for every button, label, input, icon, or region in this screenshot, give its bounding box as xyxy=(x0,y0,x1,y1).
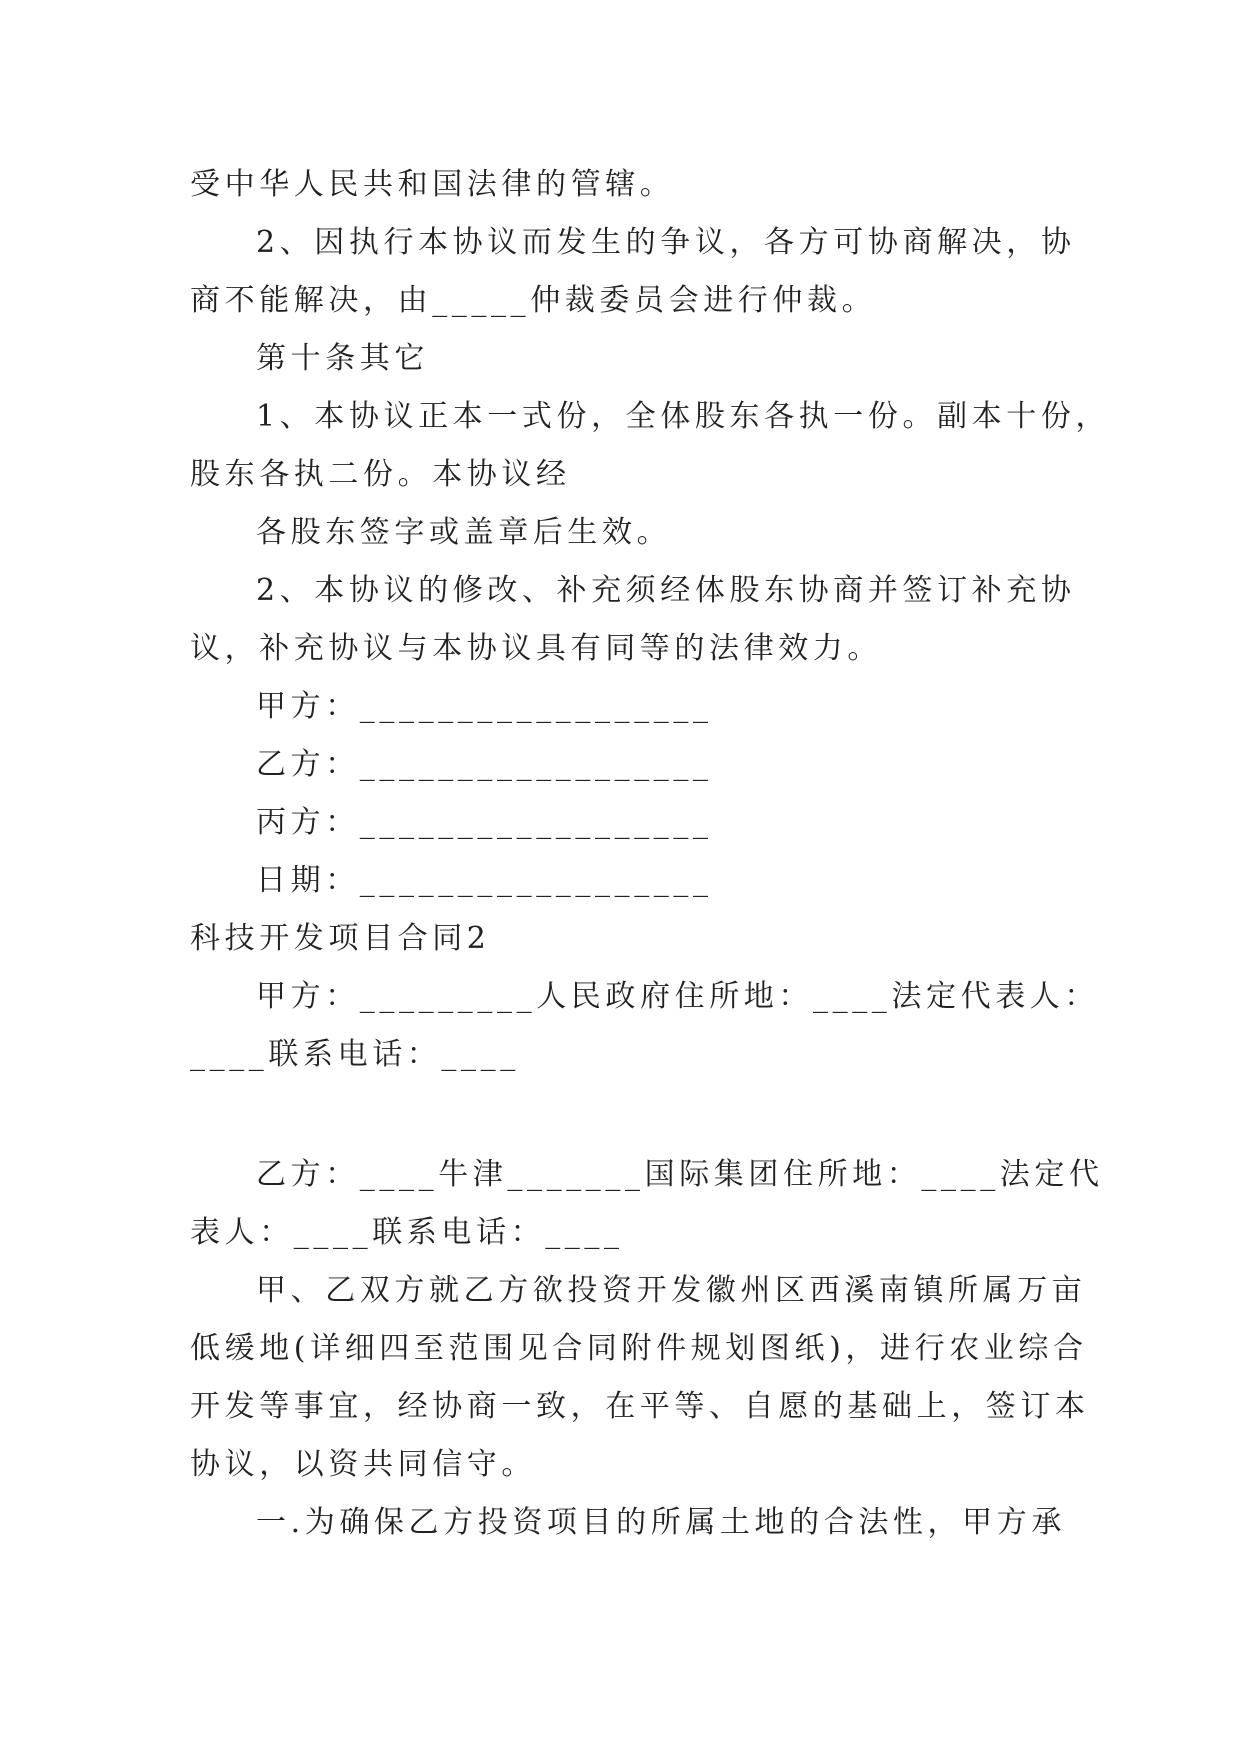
text-line: 表人：____联系电话：____ xyxy=(190,1215,624,1250)
party-a-signature-line: 甲方：__________________ xyxy=(256,689,713,724)
text-line: 受中华人民共和国法律的管辖。 xyxy=(190,167,675,202)
text-line: 各股东签字或盖章后生效。 xyxy=(256,515,672,550)
text-line: 商不能解决，由_____仲裁委员会进行仲裁。 xyxy=(190,283,877,318)
text-line: ____联系电话：____ xyxy=(190,1037,520,1072)
text-line: 2、本协议的修改、补充须经体股东协商并签订补充协 xyxy=(256,573,1076,608)
party-c-signature-line: 丙方：__________________ xyxy=(256,805,713,840)
date-signature-line: 日期：__________________ xyxy=(256,863,713,898)
text-line: 低缓地(详细四至范围见合同附件规划图纸)，进行农业综合 xyxy=(190,1331,1088,1366)
text-line: 甲、乙双方就乙方欲投资开发徽州区西溪南镇所属万亩 xyxy=(256,1273,1087,1308)
contract-title: 科技开发项目合同2 xyxy=(190,921,491,956)
text-line: 2、因执行本协议而发生的争议，各方可协商解决，协 xyxy=(256,225,1076,260)
party-b-signature-line: 乙方：__________________ xyxy=(256,747,713,782)
text-line: 乙方：____牛津_______国际集团住所地：____法定代 xyxy=(256,1157,1104,1192)
text-line: 一.为确保乙方投资项目的所属土地的合法性，甲方承 xyxy=(256,1505,1066,1540)
section-heading: 第十条其它 xyxy=(256,341,429,376)
text-line: 甲方：_________人民政府住所地：____法定代表人： xyxy=(256,979,1099,1014)
text-line: 协议，以资共同信守。 xyxy=(190,1447,536,1482)
text-line: 股东各执二份。本协议经 xyxy=(190,457,571,492)
text-line: 1、本协议正本一式份，全体股东各执一份。副本十份， xyxy=(256,399,1111,434)
text-line: 开发等事宜，经协商一致，在平等、自愿的基础上，签订本 xyxy=(190,1389,1090,1424)
text-line: 议，补充协议与本协议具有同等的法律效力。 xyxy=(190,631,882,666)
